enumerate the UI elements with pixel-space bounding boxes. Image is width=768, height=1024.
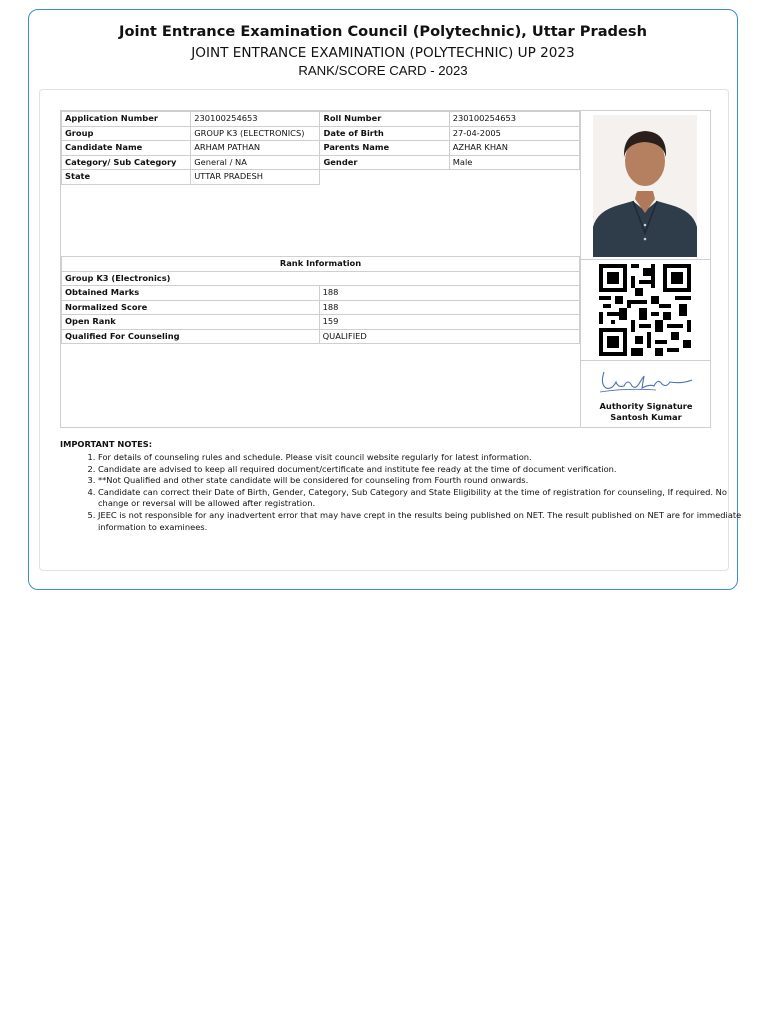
gender-label: Gender [320,155,449,170]
obtained-marks-value: 188 [319,286,579,301]
notes-title: IMPORTANT NOTES: [60,439,153,449]
group-label: Group [62,126,191,141]
state-value: UTTAR PRADESH [191,170,320,185]
council-title: Joint Entrance Examination Council (Polytechnic), Uttar Pradesh [119,23,647,40]
note-item: 1. For details of counseling rules and schedule. Please visit council website regularly for latest information. [98,452,748,464]
card-title: RANK/SCORE CARD - 2023 [298,63,468,78]
normalized-score-label: Normalized Score [62,300,320,315]
exam-title: JOINT ENTRANCE EXAMINATION (POLYTECHNIC) UP 2023 [191,45,575,61]
note-item: 2. Candidate are advised to keep all required document/certificate and institute fee ready at the time of document verification. [98,464,748,476]
score-card [28,9,742,590]
open-rank-label: Open Rank [62,315,320,330]
roll-number-label: Roll Number [320,112,449,127]
table-row [62,286,580,301]
candidate-name-label: Candidate Name [62,141,191,156]
table-row [62,300,580,315]
candidate-photo [593,115,697,257]
rank-heading: Rank Information [62,257,580,272]
table-row [62,170,580,185]
normalized-score-value: 188 [319,300,579,315]
qualified-value: QUALIFIED [319,329,579,344]
qr-code-icon [599,264,691,356]
signature-label: Authority Signature [599,401,693,411]
parents-name-value: AZHAR KHAN [449,141,579,156]
table-row [62,271,580,286]
empty-cell [449,170,579,185]
group-value: GROUP K3 (ELECTRONICS) [191,126,320,141]
rank-section [61,256,580,344]
dob-value: 27-04-2005 [449,126,579,141]
open-rank-value: 159 [319,315,579,330]
table-row [62,257,580,272]
table-row [62,112,580,127]
photo-cell [581,111,711,260]
qualified-label: Qualified For Counseling [62,329,320,344]
table-row [62,315,580,330]
signature-image [596,366,696,396]
rank-table [61,256,580,344]
roll-number-value: 230100254653 [449,112,579,127]
table-row [62,141,580,156]
rank-group-heading: Group K3 (Electronics) [62,271,580,286]
state-label: State [62,170,191,185]
candidate-name-value: ARHAM PATHAN [191,141,320,156]
note-item: 3. **Not Qualified and other state candidate will be considered for counseling from Fourth round onwards. [98,475,748,487]
notes-list [60,452,748,533]
category-value: General / NA [191,155,320,170]
table-row [62,126,580,141]
empty-cell [320,170,449,185]
gender-value: Male [449,155,579,170]
note-item: 4. Candidate can correct their Date of Birth, Gender, Category, Sub Category and State Eligibility at the time of registration for counseling, If required. No change or reversal will be allowed after registration. [98,487,748,510]
card-body [39,89,742,571]
application-number-value: 230100254653 [191,112,320,127]
category-label: Category/ Sub Category [62,155,191,170]
qr-cell [581,260,711,361]
details-box [60,110,711,428]
parents-name-label: Parents Name [320,141,449,156]
note-item: 5. JEEC is not responsible for any inadvertent error that may have crept in the results being published on NET. The result published on NET are for immediate information to examinees. [98,510,748,533]
photo-column [580,111,711,427]
candidate-details-table [61,111,580,185]
application-number-label: Application Number [62,112,191,127]
obtained-marks-label: Obtained Marks [62,286,320,301]
dob-label: Date of Birth [320,126,449,141]
table-row [62,329,580,344]
signature-cell [581,361,711,427]
signatory-name: Santosh Kumar [610,412,682,422]
table-row [62,155,580,170]
